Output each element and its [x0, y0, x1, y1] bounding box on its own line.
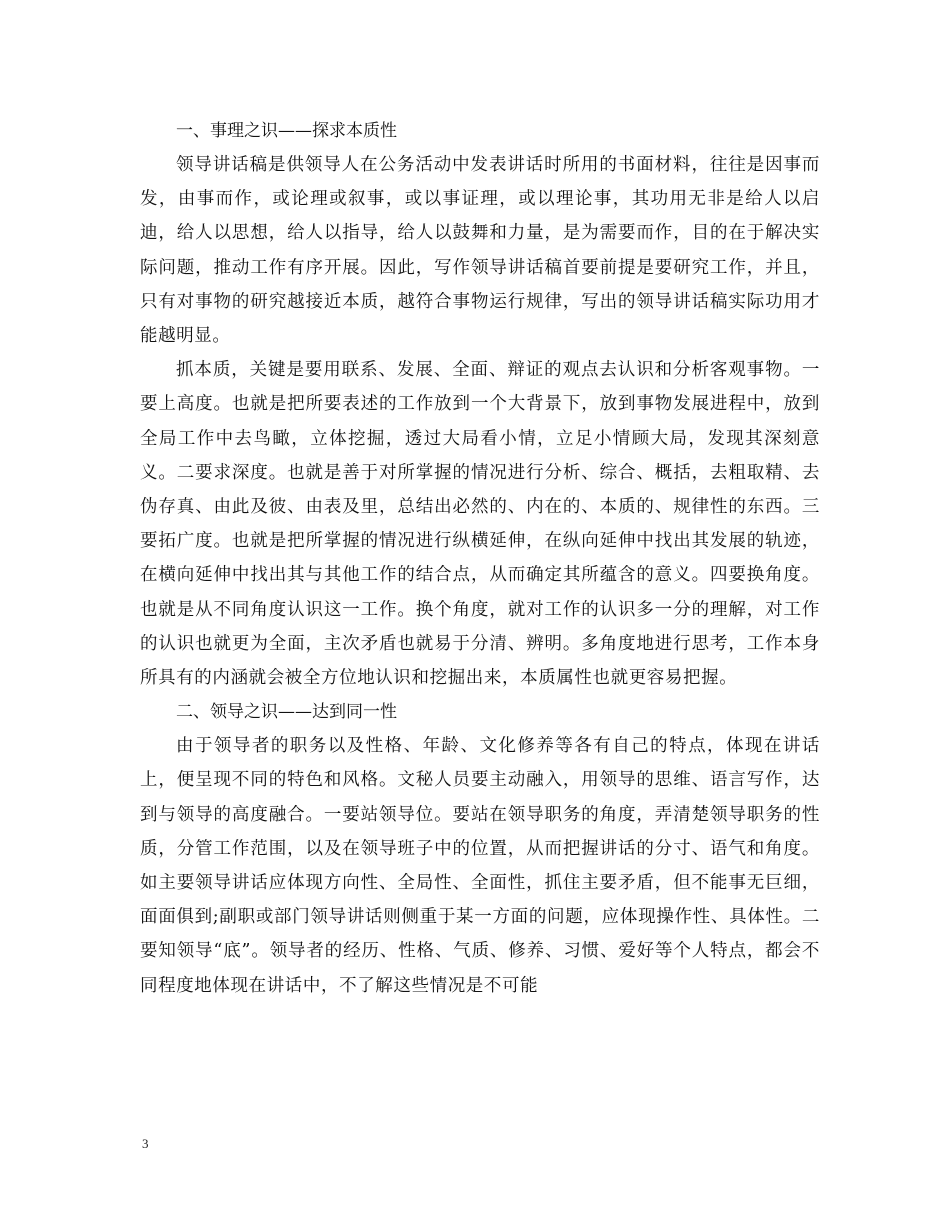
page-body [140, 114, 820, 1003]
section-1-paragraph-1: 领导讲话稿是供领导人在公务活动中发表讲话时所用的书面材料，往往是因事而发，由事而作，或论理或叙事，或以事证理，或以理论事，其功用无非是给人以启迪，给人以思想，给人以指导，给人以鼓舞和力量，是为需要而作，目的在于解决实际问题，推动工作有序开展。因此，写作领导讲话稿首要前提是要研究工作，并且，只有对事物的研究越接近本质，越符合事物运行规律，写出的领导讲话稿实际功用才能越明显。 [140, 155, 820, 347]
section-heading-2: 二、领导之识——达到同一性 [176, 702, 397, 723]
section-2-paragraph-1: 由于领导者的职务以及性格、年龄、文化修养等各有自己的特点，体现在讲话上，便呈现不同的特色和风格。文秘人员要主动融入，用领导的思维、语言写作，达到与领导的高度融合。一要站领导位。要站在领导职务的角度，弄清楚领导职务的性质，分管工作范围，以及在领导班子中的位置，从而把握讲话的分寸、语气和角度。如主要领导讲话应体现方向性、全局性、全面性，抓住主要矛盾，但不能事无巨细，面面俱到;副职或部门领导讲话则侧重于某一方面的问题，应体现操作性、具体性。二要知领导“底”。领导者的经历、性格、气质、修养、习惯、爱好等个人特点，都会不同程度地体现在讲话中，不了解这些情况是不可能 [140, 736, 820, 996]
section-1-paragraph-2: 抓本质，关键是要用联系、发展、全面、辩证的观点去认识和分析客观事物。一要上高度。也就是把所要表述的工作放到一个大背景下，放到事物发展进程中，放到全局工作中去鸟瞰，立体挖掘，透过大局看小情，立足小情顾大局，发现其深刻意义。二要求深度。也就是善于对所掌握的情况进行分析、综合、概括，去粗取精、去伪存真、由此及彼、由表及里，总结出必然的、内在的、本质的、规律性的东西。三要拓广度。也就是把所掌握的情况进行纵横延伸，在纵向延伸中找出其发展的轨迹，在横向延伸中找出其与其他工作的结合点，从而确定其所蕴含的意义。四要换角度。也就是从不同角度认识这一工作。换个角度，就对工作的认识多一分的理解，对工作的认识也就更为全面，主次矛盾也就易于分清、辨明。多角度地进行思考，工作本身所具有的内涵就会被全方位地认识和挖掘出来，本质属性也就更容易把握。 [140, 360, 820, 689]
page-number: 3 [142, 1136, 149, 1151]
section-heading-1: 一、事理之识——探求本质性 [176, 121, 397, 141]
